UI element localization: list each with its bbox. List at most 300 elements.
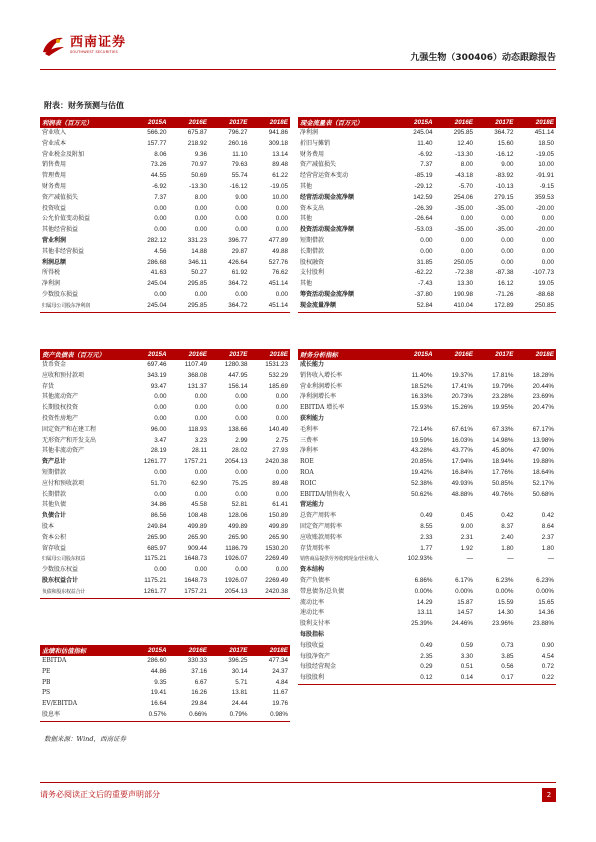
cell-value: 19.95% (492, 404, 514, 412)
table-row (40, 500, 290, 511)
cell-value: 0.00 (154, 226, 167, 234)
cell-value: 532.29 (268, 371, 288, 379)
row-label: 获利能力 (300, 414, 325, 422)
cell-value: 1280.38 (224, 361, 248, 368)
cell-value: 941.86 (268, 129, 288, 136)
year-header: 2015A (128, 349, 169, 360)
cell-value: 330.33 (187, 657, 207, 664)
row-label: 支付股利 (300, 269, 325, 277)
cell-value: 4.84 (275, 678, 288, 686)
cell-value: 2420.38 (265, 458, 288, 466)
row-label: 其他非流动资产 (42, 447, 85, 455)
cell-value: 61.92 (231, 269, 248, 277)
cell-value: 0.00 (154, 290, 167, 298)
logo-text-cn: 西南证券 (70, 34, 127, 50)
table-title: 现金流量表（百万元） (298, 117, 394, 128)
cell-value: 245.04 (128, 301, 169, 312)
row-label: 存货周转率 (300, 544, 331, 552)
cell-value (435, 630, 476, 641)
cell-value: 30.14 (231, 667, 248, 675)
cell-value: 309.18 (268, 139, 288, 147)
table-row (40, 468, 290, 479)
cell-value: 1175.21 (144, 576, 167, 584)
row-label: EBITDA (42, 657, 67, 664)
cell-value: 451.14 (534, 129, 554, 136)
cell-value: 0.00 (235, 414, 248, 422)
financial-ratios-table (298, 349, 556, 685)
year-header: 2016E (435, 349, 476, 360)
table-row (40, 688, 290, 699)
table-row (298, 652, 556, 663)
year-header: 2017E (475, 117, 516, 128)
table-row (40, 678, 290, 689)
table-row (298, 544, 556, 555)
cell-value: 93.47 (150, 382, 167, 390)
cell-value: 28.02 (231, 447, 248, 455)
table-row (298, 301, 556, 312)
cell-value: -13.30 (189, 182, 207, 190)
cell-value: 0.00 (460, 236, 473, 244)
cell-value: 6.23% (536, 576, 554, 584)
cell-value: 1.92 (460, 544, 473, 552)
cell-value: 1.80 (541, 544, 554, 552)
cell-value: 12.40 (457, 139, 473, 147)
cell-value: 1926.07 (224, 576, 248, 584)
cell-value: 8.55 (420, 522, 433, 530)
cell-value: 8.06 (154, 150, 167, 158)
cell-value: 0.00 (275, 204, 288, 212)
cell-value: — (507, 555, 514, 563)
cell-value: -88.68 (536, 290, 554, 298)
table-row (298, 554, 556, 565)
cell-value: 19.88% (532, 458, 554, 466)
cell-value: 44.86 (150, 667, 167, 675)
logo-text-en: SOUTHWEST SECURITIES (70, 49, 118, 54)
row-label: 应付和预收款项 (42, 479, 85, 487)
row-label: 所得税 (42, 269, 61, 277)
cell-value: 396.25 (228, 657, 248, 664)
cell-value: 15.93% (411, 404, 433, 412)
table-row (298, 619, 556, 630)
row-label: 资产减值损失 (300, 161, 337, 169)
cell-value: 7.37 (154, 193, 167, 201)
cell-value: -19.05 (536, 150, 554, 158)
table-row (298, 522, 556, 533)
row-label: 留存收益 (42, 544, 67, 552)
table-row (40, 290, 290, 301)
row-label: 资本结构 (300, 566, 325, 574)
row-label: 长期股权投资 (42, 404, 79, 412)
cell-value: 254.06 (453, 193, 473, 201)
cell-value: 55.74 (231, 172, 248, 180)
cell-value: 0.00 (194, 290, 207, 298)
cell-value: 61.41 (272, 501, 288, 509)
cell-value: 295.85 (187, 280, 207, 288)
row-label: 固定资产周转率 (300, 522, 343, 530)
row-label: 营业收入 (42, 129, 67, 136)
cell-value: 426.64 (228, 258, 248, 266)
cell-value: 0.00% (455, 587, 473, 595)
cell-value: 29.87 (231, 247, 248, 255)
cell-value: 52.81 (231, 501, 248, 509)
cell-value: 14.36 (538, 609, 554, 617)
cell-value: 31.85 (416, 258, 433, 266)
cell-value: 364.72 (209, 301, 250, 312)
table-row (298, 247, 556, 258)
cell-value: 86.56 (150, 512, 167, 520)
cell-value: 0.00 (275, 414, 288, 422)
cell-value: 10.00 (272, 193, 288, 201)
cell-value: 43.77% (451, 447, 473, 455)
row-label: 现金流量净额 (298, 301, 394, 312)
table-row (40, 392, 290, 403)
row-label: 经营营运资本变动 (300, 172, 349, 180)
row-label: EBITDA 增长率 (300, 404, 345, 412)
table-row (40, 457, 290, 468)
cell-value: -87.38 (495, 269, 514, 277)
cell-value: 102.93% (407, 555, 433, 563)
cell-value: 477.89 (268, 236, 288, 244)
cell-value: -62.22 (414, 269, 433, 277)
cell-value: 70.97 (191, 161, 207, 169)
cell-value (516, 414, 557, 425)
row-label: ROA (300, 468, 314, 476)
row-label: 资产减值损失 (42, 193, 79, 201)
cell-value: 16.33% (411, 393, 433, 401)
table-row (298, 533, 556, 544)
cell-value: 451.14 (250, 301, 291, 312)
cell-value: 23.96% (492, 620, 514, 628)
cell-value: 410.04 (435, 301, 476, 312)
row-label: EBITDA/销售收入 (300, 490, 351, 498)
cell-value: 265.90 (268, 533, 288, 541)
table-row (40, 225, 290, 236)
cell-value: 0.00 (235, 290, 248, 298)
row-label: 销售收入增长率 (300, 371, 343, 379)
row-label: 财务费用 (42, 182, 67, 190)
cell-value: 19.05 (538, 280, 554, 288)
table-row (40, 656, 290, 667)
cell-value (394, 414, 435, 425)
cell-value: -6.92 (152, 182, 167, 190)
row-label: 其他流动资产 (42, 393, 79, 401)
row-label: 长期借款 (300, 247, 325, 255)
table-row (40, 522, 290, 533)
cell-value: 17.76% (492, 468, 514, 476)
cell-value: 23.88% (532, 620, 554, 628)
table-row (40, 667, 290, 678)
cell-value (394, 360, 435, 371)
cell-value: 0.00 (194, 566, 207, 574)
cell-value: 24.46% (451, 620, 473, 628)
cell-value: 13.11 (417, 609, 433, 617)
cell-value: 279.15 (494, 193, 514, 201)
table-row (40, 576, 290, 587)
cell-value: 1186.79 (225, 544, 248, 552)
table-row (298, 150, 556, 161)
table-title: 资产负债表（百万元） (40, 349, 128, 360)
cell-value: 0.00 (541, 247, 554, 255)
table-row (40, 247, 290, 258)
table-row (298, 160, 556, 171)
cell-value: 23.28% (492, 393, 514, 401)
cell-value: 2420.38 (250, 587, 291, 598)
cell-value: 265.90 (228, 533, 248, 541)
cell-value: 19.59% (411, 436, 433, 444)
table-row (298, 576, 556, 587)
cell-value: 0.00 (154, 468, 167, 476)
table-row (40, 139, 290, 150)
table-header-row (298, 349, 556, 360)
cell-value: 142.59 (413, 193, 433, 201)
row-label: 营业成本 (42, 139, 67, 147)
table-row (298, 382, 556, 393)
cell-value: 2054.13 (224, 458, 248, 466)
table-row (40, 479, 290, 490)
cell-value: 13.30 (457, 280, 473, 288)
cell-value (475, 630, 516, 641)
cell-value: 0.00 (194, 226, 207, 234)
row-label: 少数股东权益 (42, 566, 79, 574)
cell-value: 13.14 (272, 150, 288, 158)
cell-value: 2.99 (235, 436, 248, 444)
data-source-note: 数据来源：Wind，西南证券 (44, 735, 126, 743)
table-row (40, 160, 290, 171)
table-row (40, 236, 290, 247)
cell-value: 67.33% (492, 425, 514, 433)
disclaimer-text: 请务必阅读正文后的重要声明部分 (40, 790, 160, 799)
row-label: 三费率 (300, 436, 319, 444)
cell-value: 9.36 (194, 150, 207, 158)
cell-value: 0.00 (154, 215, 167, 223)
row-label: 资本支出 (300, 204, 325, 212)
table-row (40, 258, 290, 269)
year-header: 2017E (209, 645, 250, 656)
table-row (298, 193, 556, 204)
year-header: 2015A (128, 645, 169, 656)
cell-value (516, 360, 557, 371)
cell-value: 1530.20 (265, 544, 288, 552)
row-label: 投资活动现金流净额 (300, 226, 355, 234)
row-label: 归属母公司股东权益 (42, 556, 86, 563)
cell-value: 0.00 (275, 468, 288, 476)
cell-value: -16.12 (229, 182, 248, 190)
cell-value: 346.11 (188, 258, 207, 266)
income-statement-table (40, 117, 290, 313)
table-row (298, 490, 556, 501)
cell-value: 0.00 (275, 290, 288, 298)
table-row (40, 699, 290, 710)
row-label: 货币资金 (42, 361, 67, 368)
cell-value: 909.44 (187, 544, 207, 552)
cell-value: 73.26 (150, 161, 167, 169)
cell-value: 27.93 (272, 447, 288, 455)
cell-value: 675.87 (187, 129, 207, 136)
cell-value: 265.90 (187, 533, 207, 541)
table-row (40, 371, 290, 382)
table-row (40, 587, 290, 598)
cell-value: 23.69% (532, 393, 554, 401)
cell-value: -35.00 (495, 204, 514, 212)
cell-value: 245.04 (413, 129, 433, 136)
row-label: 每股收益 (300, 641, 325, 649)
year-header: 2015A (394, 117, 435, 128)
cell-value: 50.69 (191, 172, 207, 180)
cell-value: 3.30 (460, 652, 473, 660)
cell-value: 0.42 (501, 512, 514, 520)
cell-value: 0.00 (275, 226, 288, 234)
cell-value: 1648.73 (184, 555, 207, 563)
row-label: 净利润 (300, 129, 319, 136)
cell-value: 19.76 (272, 700, 288, 708)
row-label: 固定资产和在建工程 (42, 425, 97, 433)
table-row (298, 673, 556, 684)
table-row (298, 641, 556, 652)
cell-value: 15.59 (497, 598, 514, 606)
cell-value: 11.10 (232, 150, 248, 158)
table-row (40, 268, 290, 279)
cell-value: 19.42% (411, 468, 433, 476)
year-header: 2015A (394, 349, 435, 360)
cell-value (435, 565, 476, 576)
table-row (298, 425, 556, 436)
cell-value: 2.33 (420, 533, 433, 541)
cell-value: 0.00 (235, 215, 248, 223)
cell-value: 1757.21 (169, 587, 210, 598)
cell-value: -107.73 (532, 269, 554, 277)
cell-value: 50.27 (191, 269, 207, 277)
cell-value: 138.66 (228, 425, 248, 433)
table-row (298, 279, 556, 290)
table-row (40, 171, 290, 182)
cell-value: 0.00 (541, 215, 554, 223)
cell-value: 9.00 (460, 522, 473, 530)
cell-value: -19.05 (270, 182, 288, 190)
cell-value: 295.85 (453, 129, 473, 136)
cell-value (394, 500, 435, 511)
cell-value: 0.00 (194, 490, 207, 498)
cell-value: 0.00 (460, 247, 473, 255)
row-label: 股息率 (40, 710, 128, 721)
cell-value: 17.94% (451, 458, 473, 466)
cell-value: 45.80% (492, 447, 514, 455)
year-header: 2018E (516, 349, 557, 360)
table-row (298, 468, 556, 479)
row-label: 无形资产和开发支出 (42, 436, 97, 444)
cell-value: 566.20 (147, 129, 167, 136)
cell-value: 10.00 (538, 161, 554, 169)
cell-value (435, 414, 476, 425)
year-header: 2016E (169, 349, 210, 360)
row-label: 营运能力 (300, 501, 325, 509)
cell-value: 16.84% (451, 468, 473, 476)
valuation-table (40, 645, 290, 722)
cell-value: 108.48 (187, 512, 207, 520)
cell-value: 6.67 (194, 678, 207, 686)
cell-value: 19.37% (451, 371, 473, 379)
cell-value: -20.00 (536, 226, 554, 234)
cell-value: 499.89 (187, 522, 207, 530)
year-header: 2017E (209, 349, 250, 360)
table-row (40, 279, 290, 290)
table-row (40, 490, 290, 501)
cell-value: 5.71 (235, 678, 248, 686)
appendix-title: 附表：财务预测与估值 (44, 101, 124, 110)
cell-value: 14.98% (492, 436, 514, 444)
table-header-row (298, 117, 556, 128)
row-label: 每股净资产 (300, 652, 331, 660)
balance-sheet-table (40, 349, 290, 599)
table-row (298, 511, 556, 522)
row-label: 公允价值变动损益 (42, 215, 91, 223)
year-header: 2015A (128, 117, 169, 128)
cell-value: 15.60 (497, 139, 514, 147)
row-label: 经营活动现金流净额 (300, 193, 355, 201)
row-label: 销售费用 (42, 161, 67, 169)
cell-value: 20.73% (451, 393, 473, 401)
cell-value: 15.26% (451, 404, 473, 412)
cell-value: 0.59 (460, 641, 473, 649)
cell-value: 0.57% (128, 710, 169, 721)
cell-value: 0.22 (516, 673, 557, 684)
cell-value: 0.90 (541, 641, 554, 649)
cell-value: -9.15 (539, 182, 554, 190)
cell-value: 150.89 (268, 512, 288, 520)
cell-value: 0.14 (435, 673, 476, 684)
table-row (40, 301, 290, 312)
cell-value: 0.00 (541, 236, 554, 244)
cell-value (516, 630, 557, 641)
table-row (298, 587, 556, 598)
cell-value: — (466, 555, 473, 563)
cell-value: 52.17% (532, 479, 554, 487)
cell-value: 286.60 (147, 657, 167, 664)
cell-value: 49.93% (451, 479, 473, 487)
cell-value: 2.75 (275, 436, 288, 444)
cell-value: 16.12 (497, 280, 514, 288)
page-header (40, 26, 556, 70)
cell-value: 16.26 (191, 689, 207, 697)
cell-value: 0.00 (154, 414, 167, 422)
cell-value: 75.25 (231, 479, 248, 487)
cell-value: 0.42 (541, 512, 554, 520)
cell-value: 0.00 (235, 204, 248, 212)
row-label: 每股指标 (300, 630, 325, 638)
table-row (298, 268, 556, 279)
row-label: 资产总计 (42, 458, 67, 466)
cell-value: 15.87 (457, 598, 473, 606)
cell-value: 11.40 (417, 139, 433, 147)
row-label: 投资性房地产 (42, 414, 79, 422)
cell-value: 2269.49 (265, 555, 288, 563)
cell-value (435, 500, 476, 511)
cell-value: 0.00 (275, 404, 288, 412)
cell-value: 0.00 (460, 215, 473, 223)
table-header-row (40, 349, 290, 360)
row-label: 负债和股东权益合计 (40, 587, 128, 598)
row-label: 其他 (300, 215, 313, 223)
cell-value: 1107.49 (184, 361, 207, 368)
cell-value: -37.80 (414, 290, 433, 298)
cell-value: 685.97 (147, 544, 167, 552)
cell-value: 0.12 (394, 673, 435, 684)
cell-value: 24.37 (272, 667, 288, 675)
table-title: 利润表（百万元） (40, 117, 128, 128)
cell-value: 218.92 (187, 139, 207, 147)
cell-value: 0.29 (420, 663, 433, 671)
cell-value (435, 360, 476, 371)
table-row (298, 392, 556, 403)
